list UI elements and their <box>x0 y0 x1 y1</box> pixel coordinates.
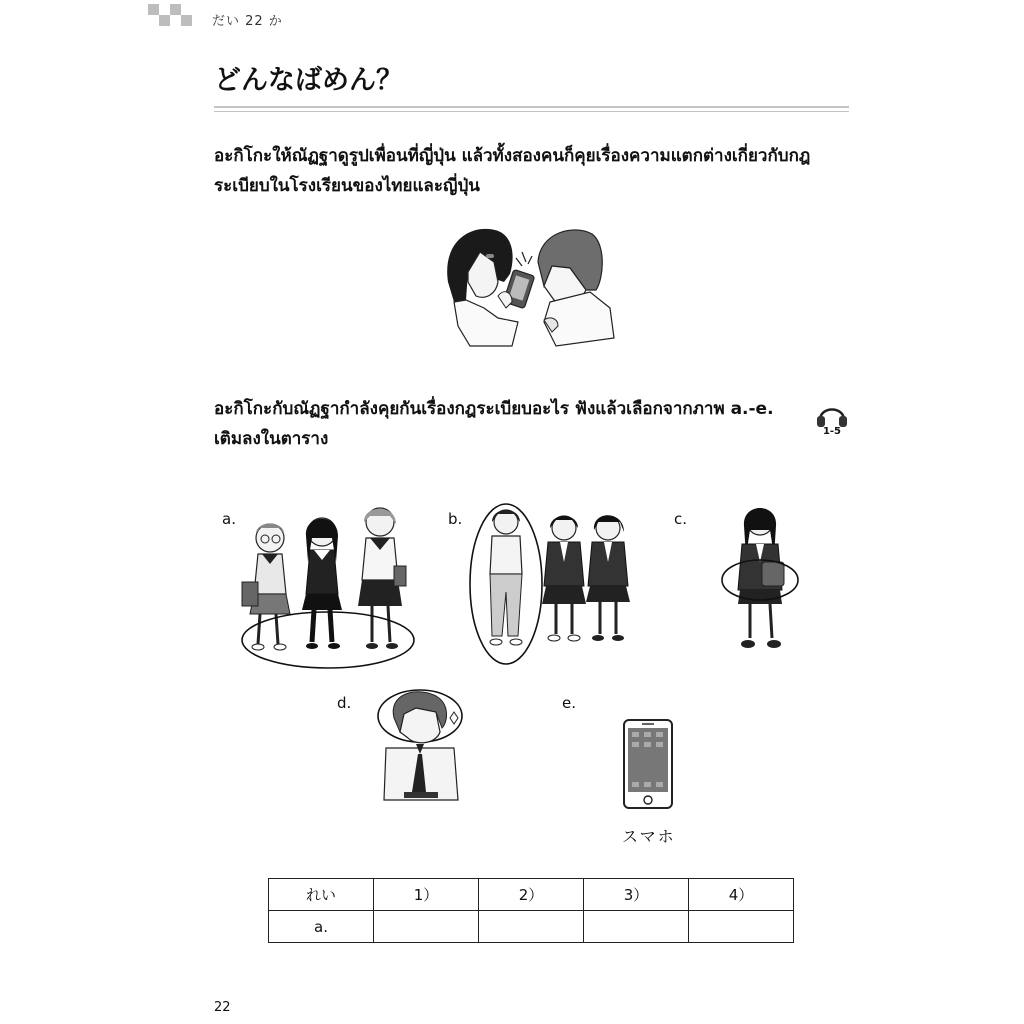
answer-cell-2[interactable] <box>479 911 584 943</box>
intro-line-2: ระเบียบในโรงเรียนของไทยและญี่ปุ่น <box>214 176 480 196</box>
answer-cell-3[interactable] <box>584 911 689 943</box>
answer-cell-1[interactable] <box>374 911 479 943</box>
intro-paragraph <box>214 141 854 201</box>
headphones-icon <box>814 400 850 428</box>
picture-a-label: a. <box>222 510 236 528</box>
picture-c-label: c. <box>674 510 688 528</box>
header-squares-decoration <box>148 4 200 28</box>
picture-c-bag-illustration <box>718 500 802 658</box>
answer-cell-example: a. <box>269 911 374 943</box>
picture-b-label: b. <box>448 510 463 528</box>
audio-track-marker[interactable] <box>814 400 850 440</box>
page-title: どんなばめん？ <box>214 65 403 96</box>
chapter-label: だい 22 か <box>212 14 283 29</box>
intro-line-1: อะกิโกะให้ณัฏฐาดูรูปเพื่อนที่ญี่ปุ่น แล้วทั้งสองคนก็คุยเรื่องความแตกต่างเกี่ยวกับกฎ <box>214 146 811 166</box>
picture-d-label: d. <box>337 694 352 712</box>
girls-looking-at-phone-illustration <box>440 222 620 348</box>
title-divider-thin <box>214 111 849 112</box>
smartphone-caption: スマホ <box>622 827 676 846</box>
title-divider <box>214 106 849 108</box>
picture-b-uniform-illustration <box>468 502 644 668</box>
task-line-1: อะกิโกะกับณัฏฐากำลังคุยกันเรื่องกฎระเบียบอะไร ฟังแล้วเลือกจากภาพ a.-e. <box>214 399 774 419</box>
header-cell-2: 2） <box>479 879 584 911</box>
page-number: 22 <box>214 1000 231 1015</box>
header-cell-example: れい <box>269 879 374 911</box>
task-line-2: เติมลงในตาราง <box>214 429 329 449</box>
answer-table <box>268 878 794 943</box>
picture-e-smartphone-illustration <box>622 718 674 810</box>
answer-table-header-row <box>269 879 794 911</box>
header-cell-1: 1） <box>374 879 479 911</box>
task-paragraph <box>214 394 814 454</box>
picture-e-label: e. <box>562 694 576 712</box>
picture-d-hairstyle-illustration <box>376 688 466 808</box>
header-cell-4: 4） <box>689 879 794 911</box>
answer-cell-4[interactable] <box>689 911 794 943</box>
answer-table-row <box>269 911 794 943</box>
audio-track-number: 1-5 <box>822 426 842 437</box>
picture-a-skirt-length-illustration <box>236 502 416 670</box>
header-cell-3: 3） <box>584 879 689 911</box>
